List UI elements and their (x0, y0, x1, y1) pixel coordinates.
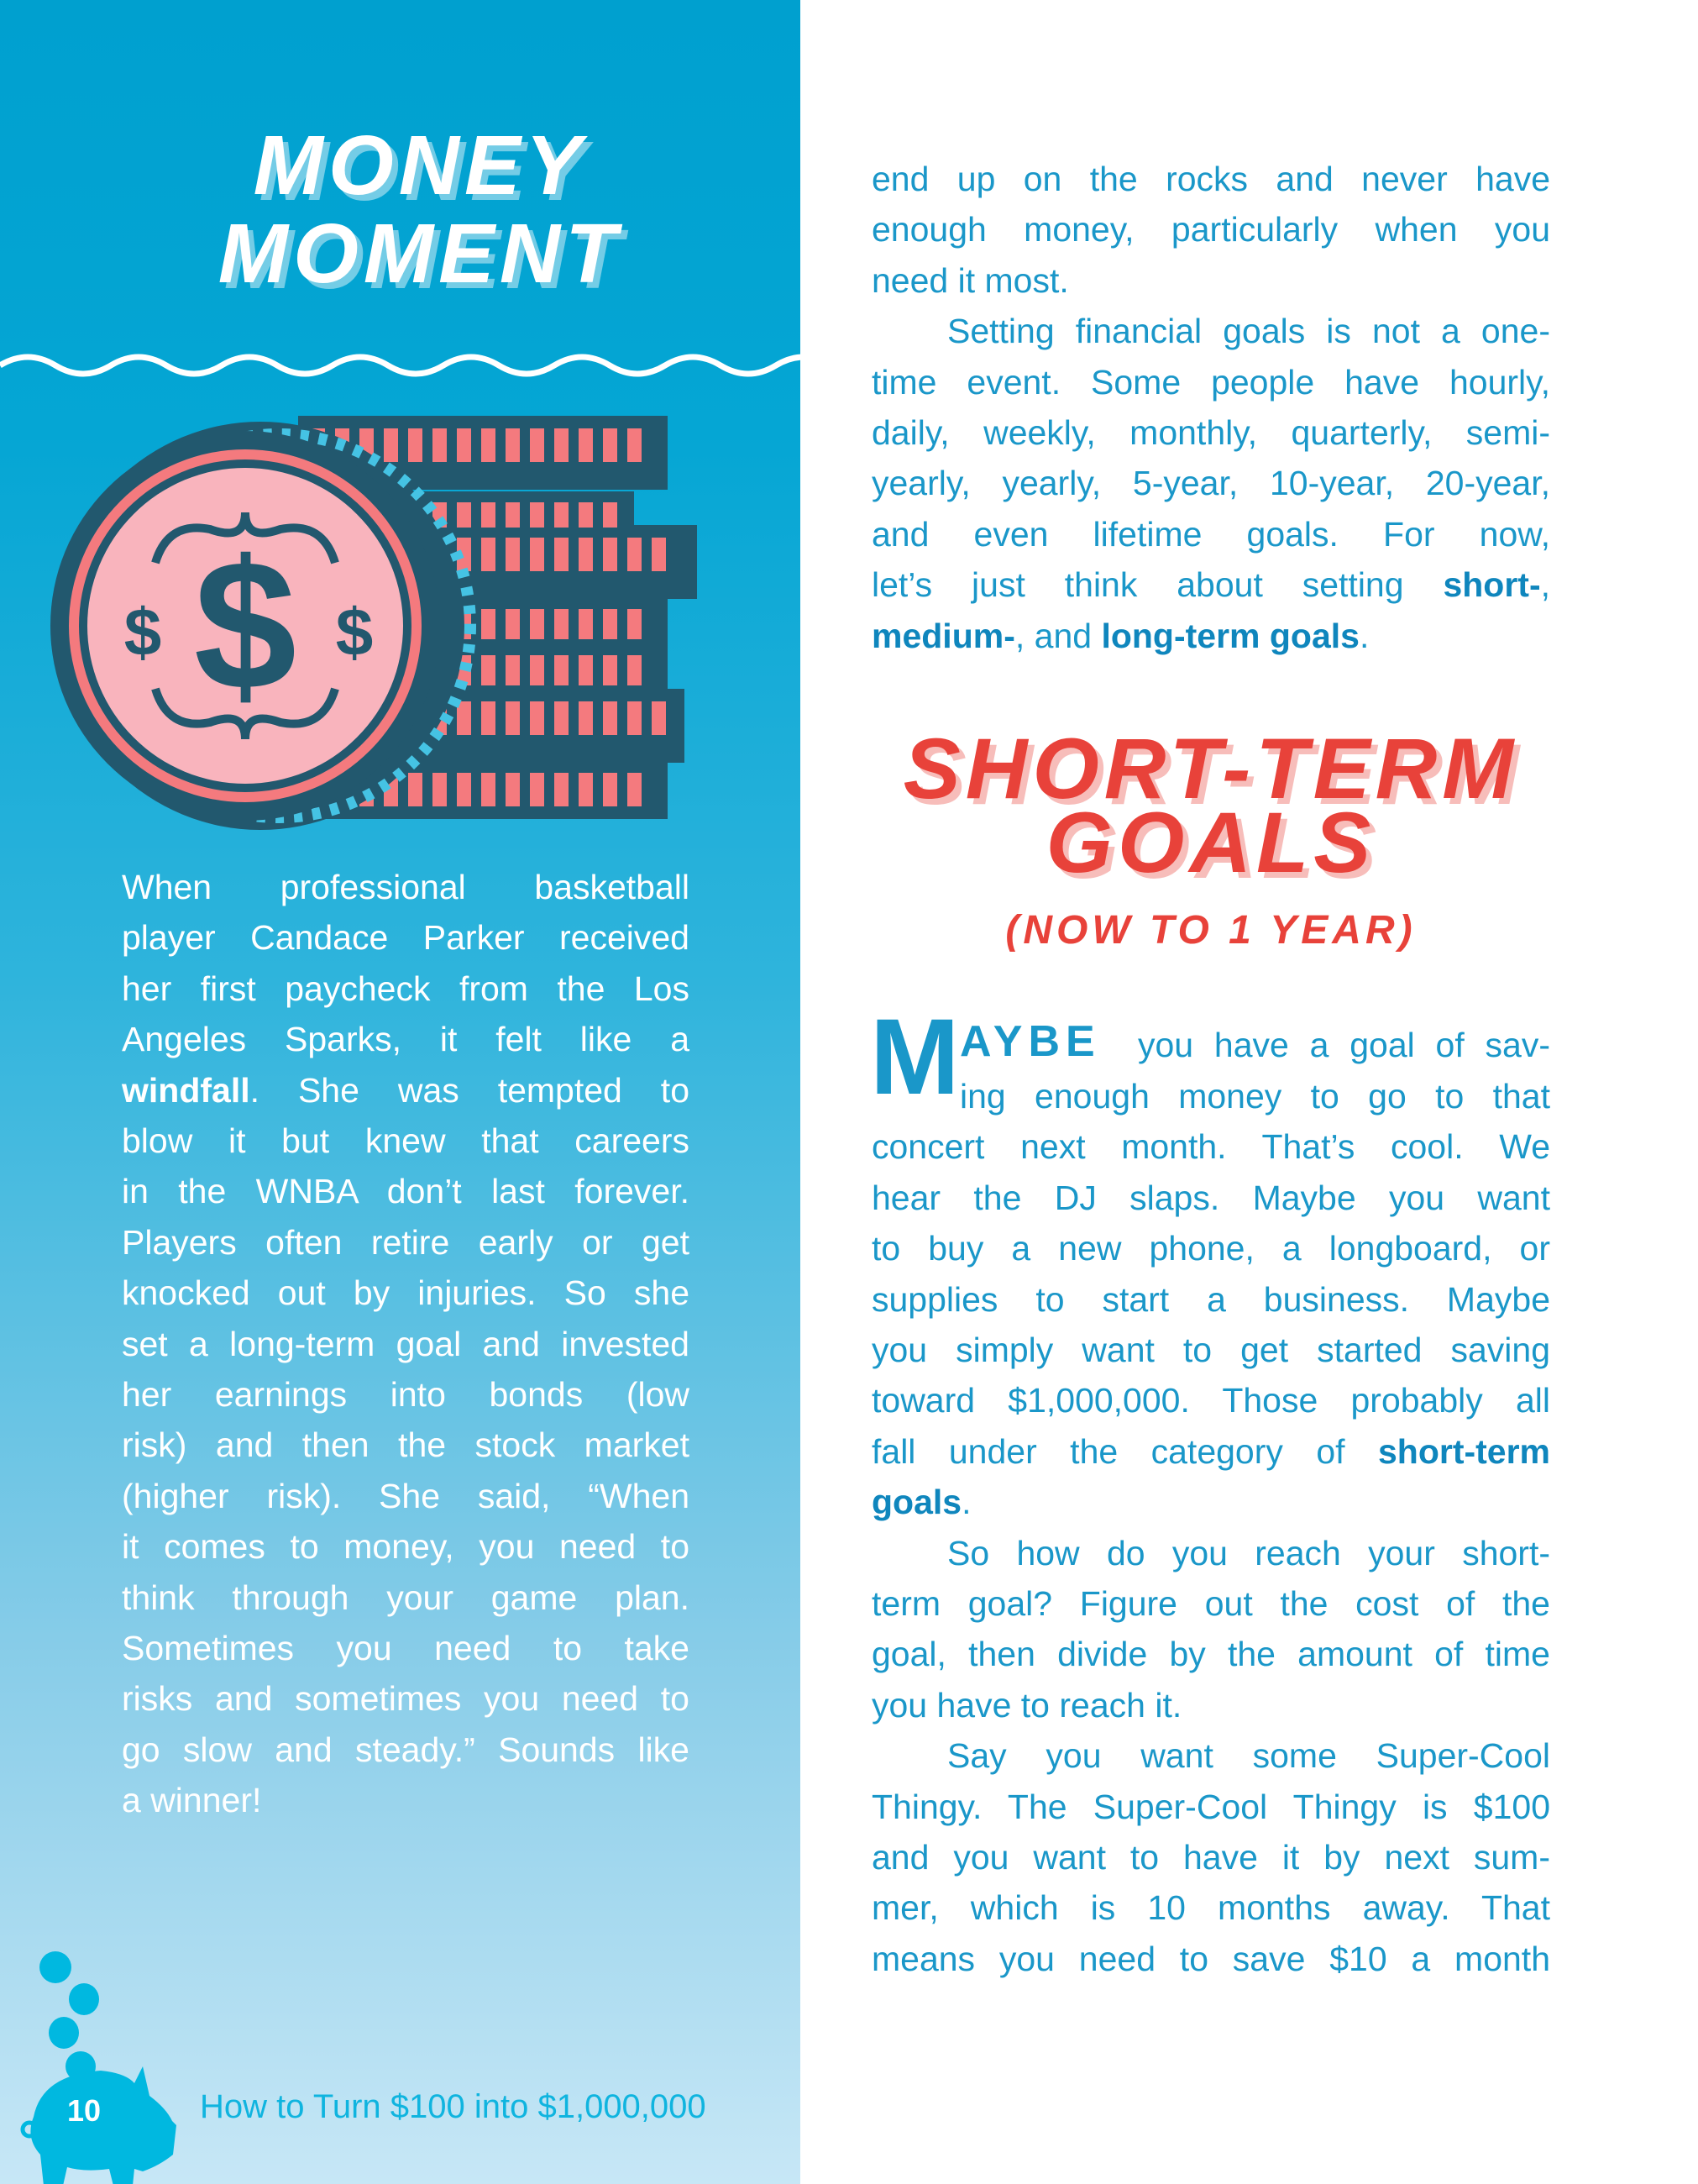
text-segment: a winner! (122, 1781, 262, 1820)
text-line (872, 1629, 1550, 1679)
text-segment: . She was tempted to (249, 1070, 689, 1110)
text-line (122, 1116, 689, 1166)
text-line (122, 1775, 689, 1825)
text-segment: set a long-term goal and invested (122, 1324, 689, 1363)
first-line-rest: you have a goal of sav- (1138, 1026, 1550, 1064)
text-segment: her first paycheck from the Los (122, 969, 689, 1008)
text-line (872, 611, 1550, 661)
text-segment: , (1540, 565, 1550, 605)
text-line (872, 1934, 1550, 1984)
text-segment: goal, then divide by the amount of time (872, 1635, 1550, 1674)
text-line (872, 509, 1550, 559)
text-line (122, 1572, 689, 1623)
svg-text:$: $ (335, 595, 374, 669)
text-segment: it comes to money, you need to (122, 1527, 689, 1567)
bold-term: medium- (872, 616, 1015, 655)
text-segment: risks and sometimes you need to (122, 1679, 689, 1719)
text-line (872, 407, 1550, 458)
text-line (122, 1319, 689, 1369)
text-segment: knocked out by injuries. So she (122, 1273, 689, 1313)
section-subheading: (NOW TO 1 YEAR) (1005, 908, 1417, 953)
text-segment: player Candace Parker received (122, 918, 689, 958)
bold-term: goals (872, 1483, 962, 1522)
text-segment: Sometimes you need to take (122, 1629, 689, 1667)
text-segment: , and (1014, 616, 1102, 655)
text-segment: go slow and steady.” Sounds like (122, 1730, 689, 1769)
text-segment: need it most. (872, 260, 1069, 300)
text-line (122, 1369, 689, 1420)
text-line (947, 1730, 1550, 1781)
text-line (872, 458, 1550, 508)
bold-term: windfall (122, 1070, 250, 1110)
svg-text:$: $ (123, 595, 162, 669)
text-segment: concert next month. That’s cool. We (872, 1127, 1550, 1167)
text-line (122, 1268, 689, 1318)
bold-term: short-term (1377, 1431, 1550, 1471)
text-segment: end up on the rocks and never have (872, 160, 1550, 198)
text-segment: term goal? Figure out the cost of the (872, 1584, 1550, 1623)
text-segment: Players often retire early or get (122, 1222, 689, 1262)
text-segment: and even lifetime goals. For now, (872, 514, 1550, 554)
text-line (947, 306, 1550, 356)
section-heading-line1: SHORT-TERM (903, 721, 1519, 816)
text-line (872, 1121, 1550, 1172)
text-line (872, 154, 1550, 204)
text-segment: (higher risk). She said, “When (122, 1476, 689, 1515)
text-line (872, 1426, 1550, 1477)
text-line (872, 1173, 1550, 1223)
text-segment: in the WNBA don’t last forever. (122, 1172, 689, 1211)
text-segment: Setting financial goals is not a one- (947, 312, 1550, 351)
bold-term: short- (1443, 565, 1541, 605)
text-segment: . (1359, 616, 1370, 655)
text-line (122, 1217, 689, 1268)
text-line (960, 1071, 1550, 1121)
text-segment: mer, which is 10 months away. That (872, 1888, 1550, 1928)
text-segment: ing enough money to go to that (960, 1077, 1550, 1116)
text-segment: daily, weekly, monthly, quarterly, semi- (872, 413, 1550, 452)
text-segment: you have to reach it. (872, 1685, 1182, 1725)
text-line (872, 1832, 1550, 1882)
sidebar-title-line1: MONEY (253, 118, 587, 213)
text-segment: let’s just think about setting (872, 565, 1444, 605)
text-line (122, 1673, 689, 1724)
text-segment: supplies to start a business. Maybe (872, 1279, 1550, 1319)
text-segment: So how do you reach your short- (947, 1533, 1550, 1572)
text-segment: fall under the category of (872, 1431, 1378, 1471)
text-line (872, 1782, 1550, 1832)
text-line (872, 1477, 1550, 1527)
svg-text:$: $ (193, 522, 297, 728)
text-segment: Thingy. The Super-Cool Thingy is $100 (872, 1787, 1550, 1826)
text-segment: you simply want to get started saving (872, 1331, 1550, 1369)
text-segment: yearly, yearly, 5-year, 10-year, 20-year, (872, 464, 1550, 503)
text-line (872, 559, 1550, 610)
text-segment: Angeles Sparks, it felt like a (122, 1020, 689, 1059)
text-segment: means you need to save $10 a month (872, 1939, 1550, 1978)
text-segment: and you want to have it by next sum- (872, 1838, 1550, 1877)
text-line (122, 912, 689, 963)
text-line (122, 862, 689, 912)
piggy-bank-icon (0, 1940, 193, 2184)
text-line (872, 1375, 1550, 1425)
text-segment: . (962, 1483, 972, 1522)
coin-stack-icon (0, 403, 800, 840)
text-line (122, 1420, 689, 1470)
text-line (122, 963, 689, 1014)
text-segment: her earnings into bonds (low (122, 1375, 689, 1414)
text-segment: toward $1,000,000. Those probably all (872, 1381, 1550, 1420)
text-line (872, 1223, 1550, 1273)
text-line (872, 1325, 1550, 1375)
drop-cap: M (870, 997, 960, 1117)
text-segment: risk) and then the stock market (122, 1425, 689, 1465)
text-line (872, 1578, 1550, 1629)
text-segment: hear the DJ slaps. Maybe you want (872, 1178, 1550, 1217)
text-line (872, 1882, 1550, 1933)
text-segment: When professional basketball (122, 868, 689, 906)
text-line (947, 1528, 1550, 1578)
text-segment: Say you want some Super-Cool (947, 1736, 1550, 1776)
section-heading-line2: GOALS (1046, 795, 1376, 890)
footer-book-title: How to Turn $100 into $1,000,000 (200, 2088, 706, 2125)
sidebar-title-line2: MOMENT (217, 207, 622, 301)
text-segment: time event. Some people have hourly, (872, 362, 1550, 402)
text-segment: blow it but knew that careers (122, 1121, 689, 1160)
text-line (122, 1471, 689, 1521)
text-line (122, 1623, 689, 1673)
text-line (872, 255, 1550, 306)
page-number-label: 10 (67, 2093, 102, 2128)
lead-in-word: AYBE (960, 1017, 1101, 1066)
text-segment: think through your game plan. (122, 1578, 689, 1617)
text-line (872, 357, 1550, 407)
text-line (122, 1521, 689, 1572)
text-line (122, 1065, 689, 1116)
text-line (872, 204, 1550, 255)
bold-term: long-term goals (1101, 616, 1360, 655)
text-line (872, 1274, 1550, 1325)
text-line (872, 1680, 1550, 1730)
wave-divider (0, 340, 800, 382)
text-line (122, 1166, 689, 1216)
text-line (122, 1725, 689, 1775)
text-segment: enough money, particularly when you (872, 210, 1550, 249)
text-segment: to buy a new phone, a longboard, or (872, 1229, 1550, 1268)
text-line (122, 1014, 689, 1064)
